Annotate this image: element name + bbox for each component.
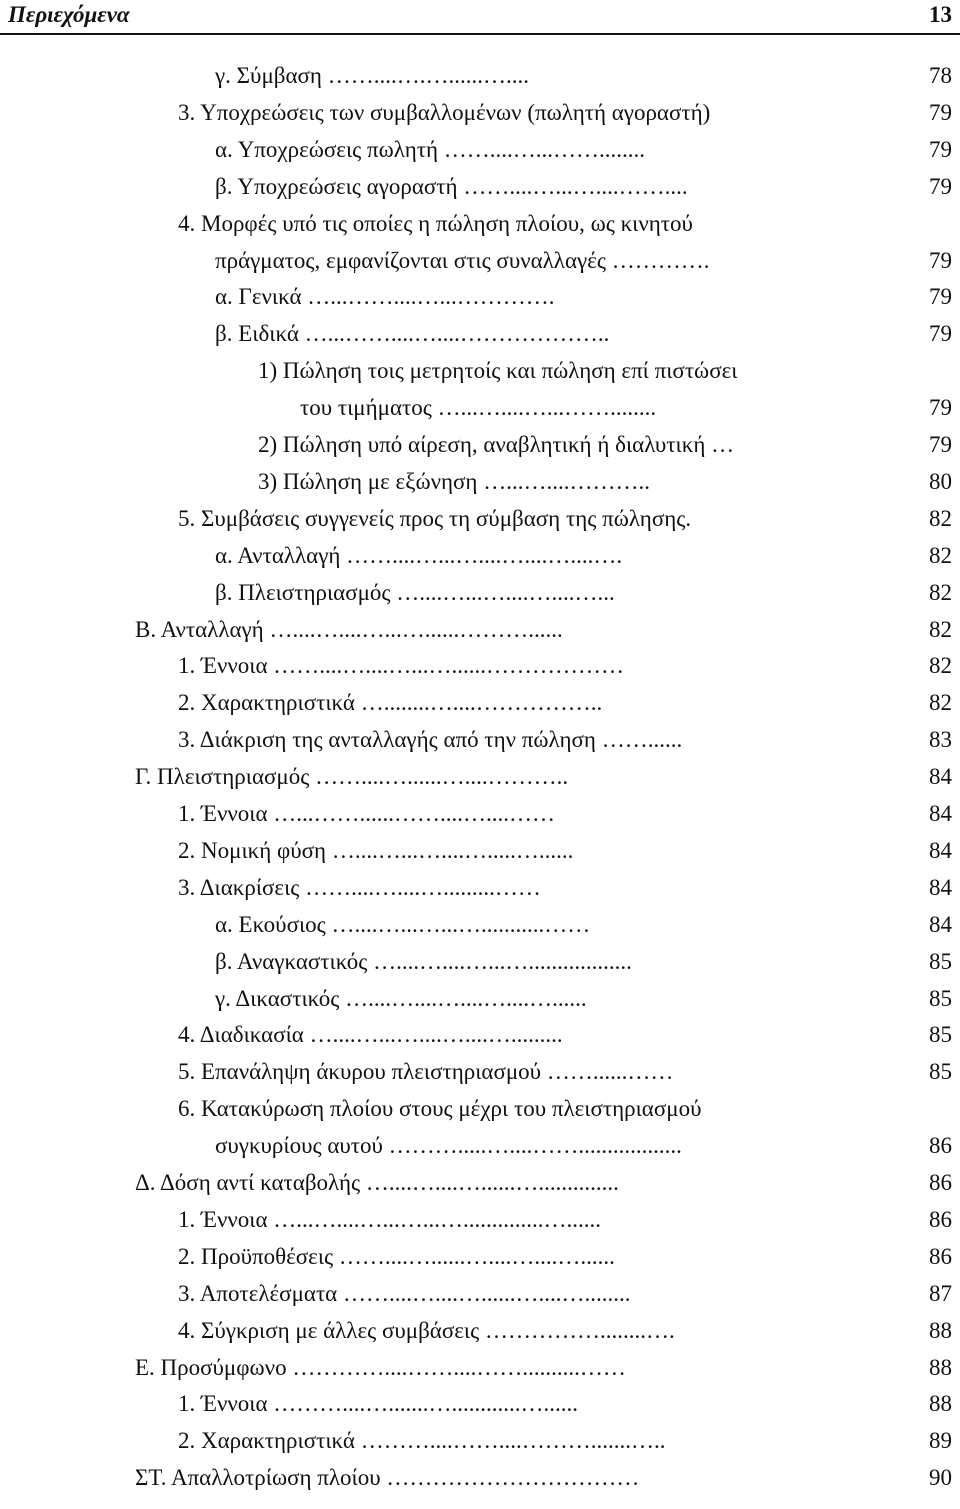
toc-entry-title: 1. Έννοια ……....…....…...…......……………… <box>178 653 624 678</box>
toc-entry <box>178 501 952 537</box>
toc-entry-page: 84 <box>929 875 952 900</box>
toc-entry-page: 86 <box>929 1244 952 1269</box>
toc-entry-page: 86 <box>929 1207 952 1232</box>
toc-entry-title: 4. Μορφές υπό τις οποίες η πώληση πλοίου, ως κινητού <box>178 211 693 236</box>
toc-entry-title: 4. Σύγκριση με άλλες συμβάσεις ……………........…. <box>178 1318 675 1343</box>
toc-entry <box>215 132 952 168</box>
toc-entry-page: 82 <box>929 653 952 678</box>
toc-entry <box>215 575 952 611</box>
toc-entry-page: 79 <box>929 284 952 309</box>
toc-entry-page: 79 <box>929 432 952 457</box>
toc-entry-title: α. Ανταλλαγή ……....…...…....…....…....…. <box>215 543 623 568</box>
toc-entry-title: του τιμήματος …...…....…...……........ <box>300 395 657 420</box>
toc-entry-title: 2. Νομική φύση …....…...…....….....…...... <box>178 838 574 863</box>
toc-entry <box>135 759 952 795</box>
toc-entry-title: 5. Συμβάσεις συγγενείς προς τη σύμβαση της πώλησης. <box>178 506 692 531</box>
toc-entry <box>215 944 952 980</box>
toc-entry-page: 82 <box>929 617 952 642</box>
toc-entry-page: 79 <box>929 321 952 346</box>
toc-entry-title: 2. Χαρακτηριστικά …........…....…………….. <box>178 690 603 715</box>
toc-entry-title: α. Γενικά …...……....…...…………. <box>215 284 555 309</box>
toc-entry-title: 1. Έννοια …...…....…...…...…..............…...... <box>178 1207 601 1232</box>
toc-entry <box>178 796 952 832</box>
toc-entry-title: γ. Δικαστικός …....…....…....…....…...... <box>215 986 587 1011</box>
toc-entry-page: 88 <box>929 1391 952 1416</box>
toc-entry-title: α. Υποχρεώσεις πωλητή ……....…...……........ <box>215 137 646 162</box>
page-number: 13 <box>929 2 952 27</box>
toc-entry-page: 78 <box>929 63 952 88</box>
toc-entry-title: 5. Επανάληψη άκυρου πλειστηριασμού ……......…… <box>178 1059 674 1084</box>
toc-entry <box>135 1165 952 1201</box>
toc-entry <box>178 1017 952 1053</box>
toc-entry-title: α. Εκούσιος …....…...…...…...........…… <box>215 912 591 937</box>
toc-entry <box>258 353 952 389</box>
toc-entry <box>178 722 952 758</box>
toc-entry <box>215 243 952 279</box>
toc-entry <box>178 648 952 684</box>
toc-entry-page: 85 <box>929 949 952 974</box>
toc-entry-page: 85 <box>929 1059 952 1084</box>
toc-entry-title: 4. Διαδικασία …....…...…....…....…......... <box>178 1022 563 1047</box>
toc-entry-page: 83 <box>929 727 952 752</box>
toc-entry <box>178 95 952 131</box>
toc-entry <box>178 1054 952 1090</box>
toc-entry <box>178 1386 952 1422</box>
toc-entry <box>178 206 952 242</box>
toc-entry-title: 3) Πώληση με εξώνηση …...…....……….. <box>258 469 650 494</box>
toc-entry-title: β. Ειδικά …...……....…....……………….. <box>215 321 610 346</box>
page-header <box>0 0 960 36</box>
toc-entry-page: 84 <box>929 838 952 863</box>
toc-entry-page: 89 <box>929 1428 952 1453</box>
toc-entry <box>215 538 952 574</box>
toc-entry-page: 79 <box>929 137 952 162</box>
toc-entry-page: 79 <box>929 174 952 199</box>
toc-entry <box>178 1091 952 1127</box>
toc-entry <box>258 464 952 500</box>
toc-entry-title: 1. Έννοια …...……......……....…....…… <box>178 801 555 826</box>
toc-entry <box>178 1202 952 1238</box>
toc-entry <box>178 870 952 906</box>
toc-entry <box>135 612 952 648</box>
toc-entry <box>215 907 952 943</box>
toc-entry <box>178 685 952 721</box>
toc-entry-title: 3. Διάκριση της ανταλλαγής από την πώληση ……...... <box>178 727 683 752</box>
toc-entry <box>178 1276 952 1312</box>
toc-entry <box>215 169 952 205</box>
toc-entry-title: Δ. Δόση αντί καταβολής …....…....…......….............. <box>135 1170 619 1195</box>
toc-entry-title: 1. Έννοια ………....….......…............…...... <box>178 1391 578 1416</box>
toc-entry-title: 3. Διακρίσεις ……....…....….........…… <box>178 875 541 900</box>
toc-entry-page: 79 <box>929 395 952 420</box>
toc-entry-title: 2. Προϋποθέσεις ……....…......…....…....…...... <box>178 1244 615 1269</box>
toc-entry-title: 2. Χαρακτηριστικά ………....……....……….......….. <box>178 1428 666 1453</box>
toc-entry-page: 82 <box>929 543 952 568</box>
toc-entry <box>215 981 952 1017</box>
toc-entry-page: 88 <box>929 1355 952 1380</box>
running-title: Περιεχόμενα <box>8 2 130 27</box>
toc-entry-page: 85 <box>929 986 952 1011</box>
toc-entry-page: 84 <box>929 912 952 937</box>
toc-entry-title: 2) Πώληση υπό αίρεση, αναβλητική ή διαλυτική … <box>258 432 735 457</box>
toc-entry <box>258 427 952 463</box>
toc-entry <box>215 316 952 352</box>
toc-entry <box>178 1239 952 1275</box>
toc-entry-page: 84 <box>929 801 952 826</box>
toc-entry-page: 87 <box>929 1281 952 1306</box>
toc-entry-title: 1) Πώληση τοις μετρητοίς και πώληση επί πιστώσει <box>258 358 738 383</box>
toc-entry <box>135 1350 952 1386</box>
toc-entry-title: 3. Υποχρεώσεις των συμβαλλομένων (πωλητή αγοραστή) <box>178 100 711 125</box>
toc-entry-title: ΣΤ. Απαλλοτρίωση πλοίου …………………………… <box>135 1465 640 1490</box>
toc-entry-page: 86 <box>929 1170 952 1195</box>
toc-entry <box>215 1128 952 1164</box>
toc-entry-title: συγκυρίους αυτού ……….....…....…….................. <box>215 1133 682 1158</box>
toc-entry-title: Γ. Πλειστηριασμός ……....…......…....……….. <box>135 764 569 789</box>
toc-entry <box>178 1313 952 1349</box>
toc-entry <box>300 390 952 426</box>
toc-entry-title: β. Πλειστηριασμός …....…...…....…....…... <box>215 580 615 605</box>
toc-entry <box>178 833 952 869</box>
toc-entry <box>135 1460 952 1496</box>
toc-entry-page: 79 <box>929 248 952 273</box>
toc-entry <box>178 1423 952 1459</box>
toc-entry-page: 82 <box>929 506 952 531</box>
toc-entry-page: 85 <box>929 1022 952 1047</box>
toc-entry-page: 88 <box>929 1318 952 1343</box>
toc-entry-title: 6. Κατακύρωση πλοίου στους μέχρι του πλειστηριασμού <box>178 1096 702 1121</box>
toc-entry-page: 80 <box>929 469 952 494</box>
toc-entry <box>215 58 952 94</box>
toc-entry-page: 79 <box>929 100 952 125</box>
toc-entry-title: γ. Σύμβαση ……....….…......….... <box>215 63 529 88</box>
toc-entry-page: 84 <box>929 764 952 789</box>
header-divider <box>0 33 960 35</box>
toc-entry-title: Β. Ανταλλαγή …....…....…...…......………...... <box>135 617 563 642</box>
toc-entry-page: 86 <box>929 1133 952 1158</box>
toc-entry-page: 82 <box>929 580 952 605</box>
toc-entry <box>215 279 952 315</box>
toc-entry-page: 90 <box>929 1465 952 1490</box>
toc-entry-title: β. Υποχρεώσεις αγοραστή ……....…...…....…….... <box>215 174 688 199</box>
toc-entry-title: 3. Αποτελέσματα ……....…....…......…....…........ <box>178 1281 631 1306</box>
toc-entry-title: β. Αναγκαστικός …....…....…...….................. <box>215 949 632 974</box>
toc-entry-title: πράγματος, εμφανίζονται στις συναλλαγές …………. <box>215 248 710 273</box>
toc-entry-page: 82 <box>929 690 952 715</box>
toc-entry-title: Ε. Προσύμφωνο …………....……....……..........…… <box>135 1355 626 1380</box>
